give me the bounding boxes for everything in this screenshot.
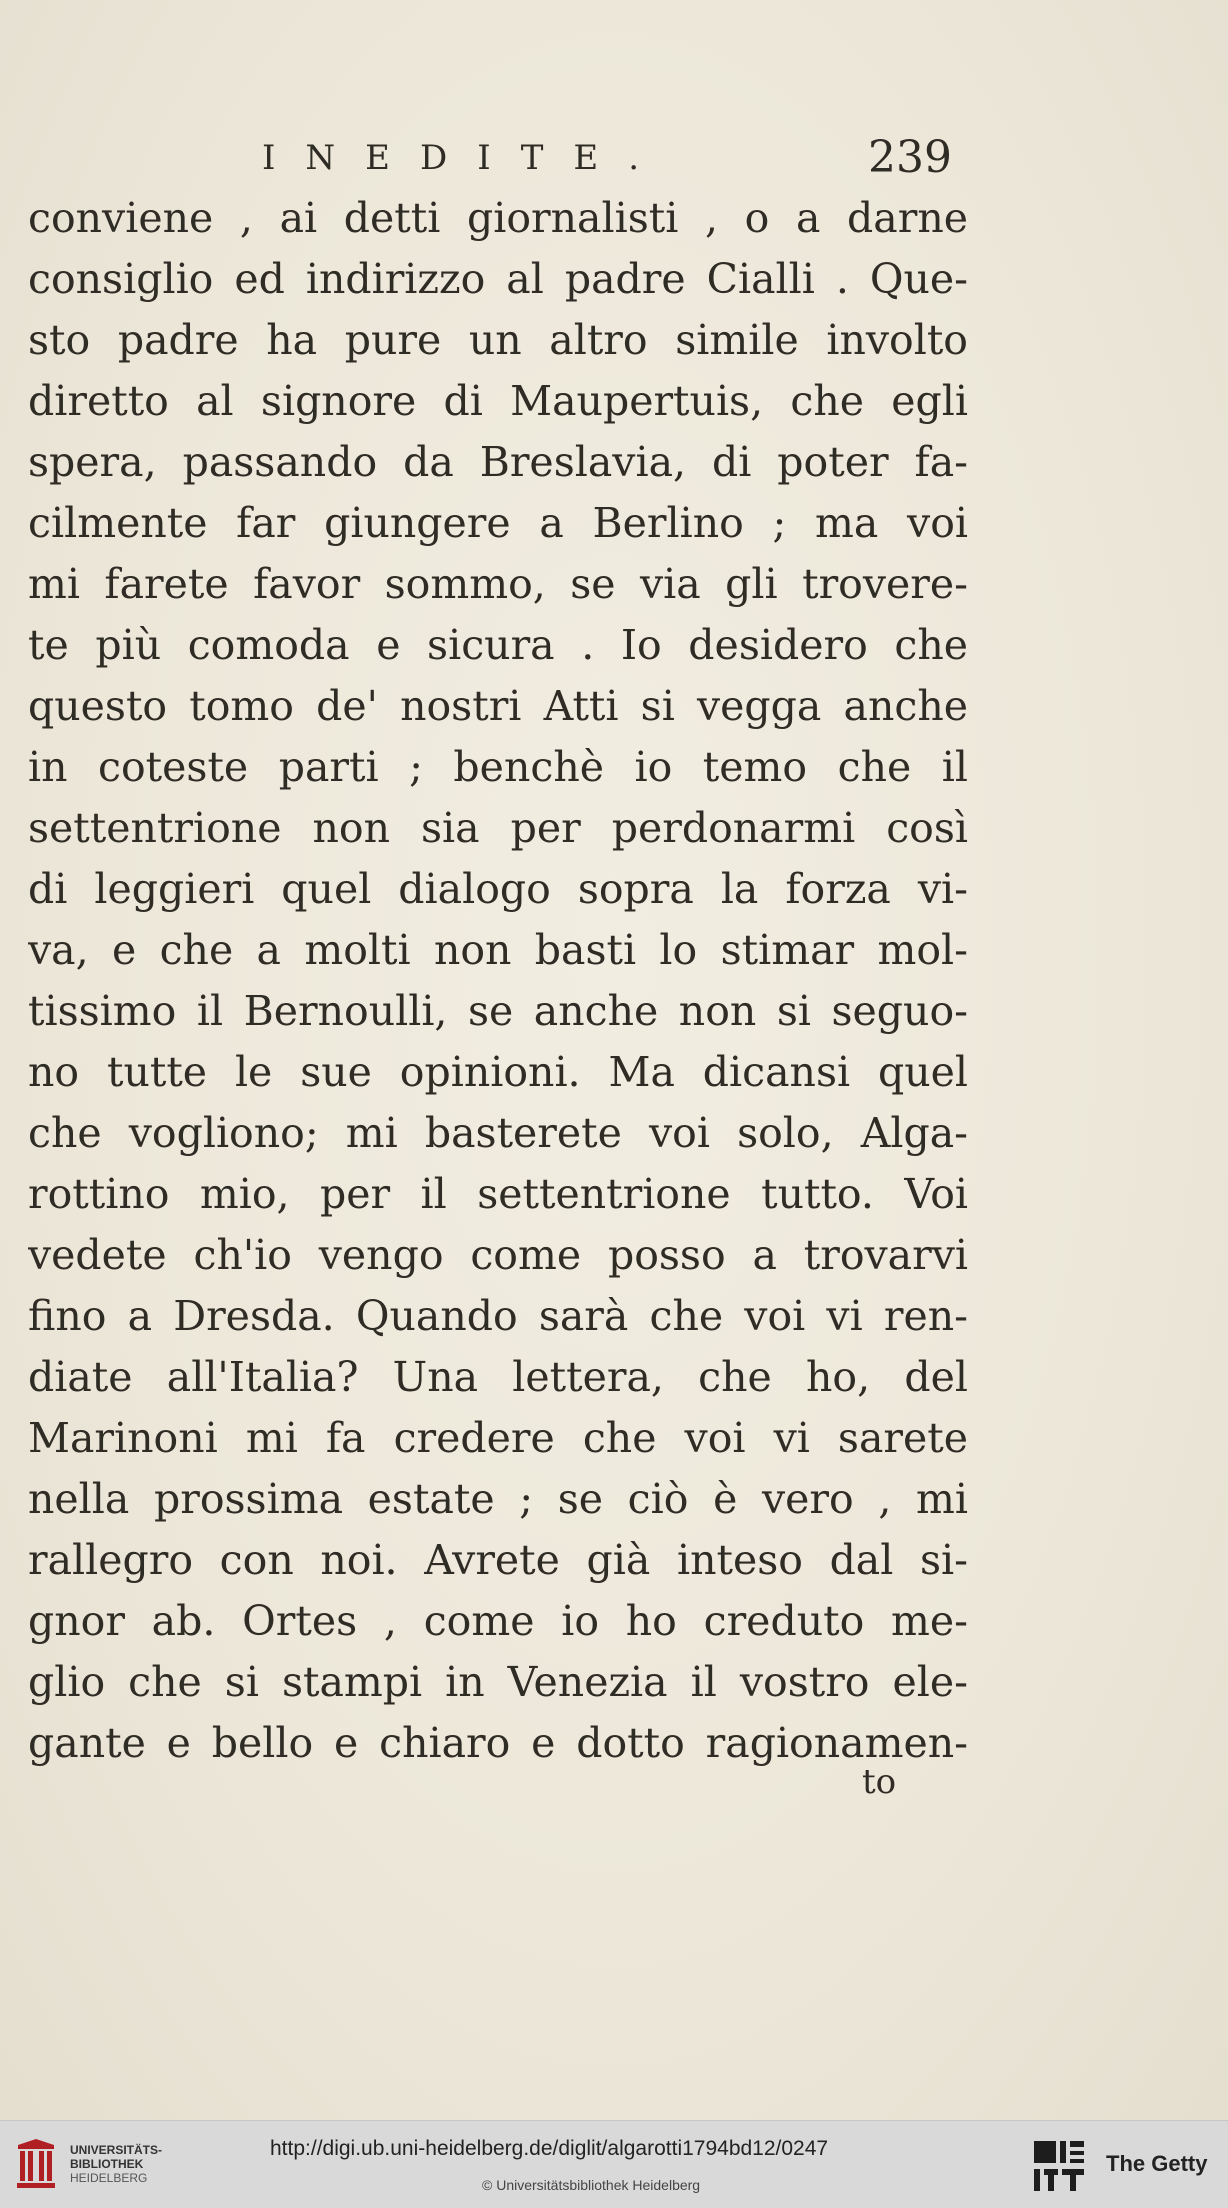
text-line: che vogliono; mi basterete voi solo, Alga- [28, 1109, 968, 1157]
viewer-footer [0, 2120, 1228, 2208]
copyright-notice: © Universitätsbibliothek Heidelberg [482, 2177, 701, 2193]
text-line: rottino mio, per il settentrione tutto. Voi [28, 1170, 968, 1218]
text-line: nella prossima estate ; se ciò è vero , mi [28, 1475, 968, 1523]
library-name[interactable] [70, 2143, 190, 2185]
running-title: INEDITE. [262, 138, 669, 178]
text-line: di leggieri quel dialogo sopra la forza vi- [28, 865, 968, 913]
text-line: gante e bello e chiaro e dotto ragionamen- [28, 1719, 968, 1767]
text-line: sto padre ha pure un altro simile involto [28, 316, 968, 364]
text-line: spera, passando da Breslavia, di poter fa- [28, 438, 968, 486]
text-line: Marinoni mi fa credere che voi vi sarete [28, 1414, 968, 1462]
text-line: mi farete favor sommo, se via gli trovere- [28, 560, 968, 608]
getty-name[interactable]: The Getty [1106, 2151, 1208, 2176]
text-line: te più comoda e sicura . Io desidero che [28, 621, 968, 669]
text-line: glio che si stampi in Venezia il vostro ele- [28, 1658, 968, 1706]
text-line: questo tomo de' nostri Atti si vegga anche [28, 682, 968, 730]
page-number: 239 [868, 132, 952, 183]
text-line: tissimo il Bernoulli, se anche non si seguo- [28, 987, 968, 1035]
text-line: fino a Dresda. Quando sarà che voi vi ren- [28, 1292, 968, 1340]
text-line: cilmente far giungere a Berlino ; ma voi [28, 499, 968, 547]
library-name-line2: BIBLIOTHEK [70, 2157, 144, 2171]
getty-logo-icon[interactable] [1032, 2139, 1086, 2193]
text-line: in coteste parti ; benchè io temo che il [28, 743, 968, 791]
body-text [28, 188, 968, 1774]
text-line: diate all'Italia? Una lettera, che ho, del [28, 1353, 968, 1401]
text-line: rallegro con noi. Avrete già inteso dal si- [28, 1536, 968, 1584]
text-line: conviene , ai detti giornalisti , o a darne [28, 194, 968, 242]
text-line: consiglio ed indirizzo al padre Cialli . Que- [28, 255, 968, 303]
page-header [262, 132, 952, 194]
text-line: diretto al signore di Maupertuis, che egli [28, 377, 968, 425]
text-line: gnor ab. Ortes , come io ho creduto me- [28, 1597, 968, 1645]
text-line: vedete ch'io vengo come posso a trovarvi [28, 1231, 968, 1279]
text-line: va, e che a molti non basti lo stimar mol- [28, 926, 968, 974]
ub-heidelberg-logo-icon[interactable] [14, 2137, 58, 2193]
catchword: to [862, 1762, 897, 1802]
permalink-url[interactable]: http://digi.ub.uni-heidelberg.de/diglit/algarotti1794bd12/0247 [270, 2137, 829, 2160]
library-name-line1: UNIVERSITÄTS- [70, 2143, 163, 2157]
text-line: settentrione non sia per perdonarmi così [28, 804, 968, 852]
text-line: no tutte le sue opinioni. Ma dicansi quel [28, 1048, 968, 1096]
library-city: HEIDELBERG [70, 2171, 148, 2185]
